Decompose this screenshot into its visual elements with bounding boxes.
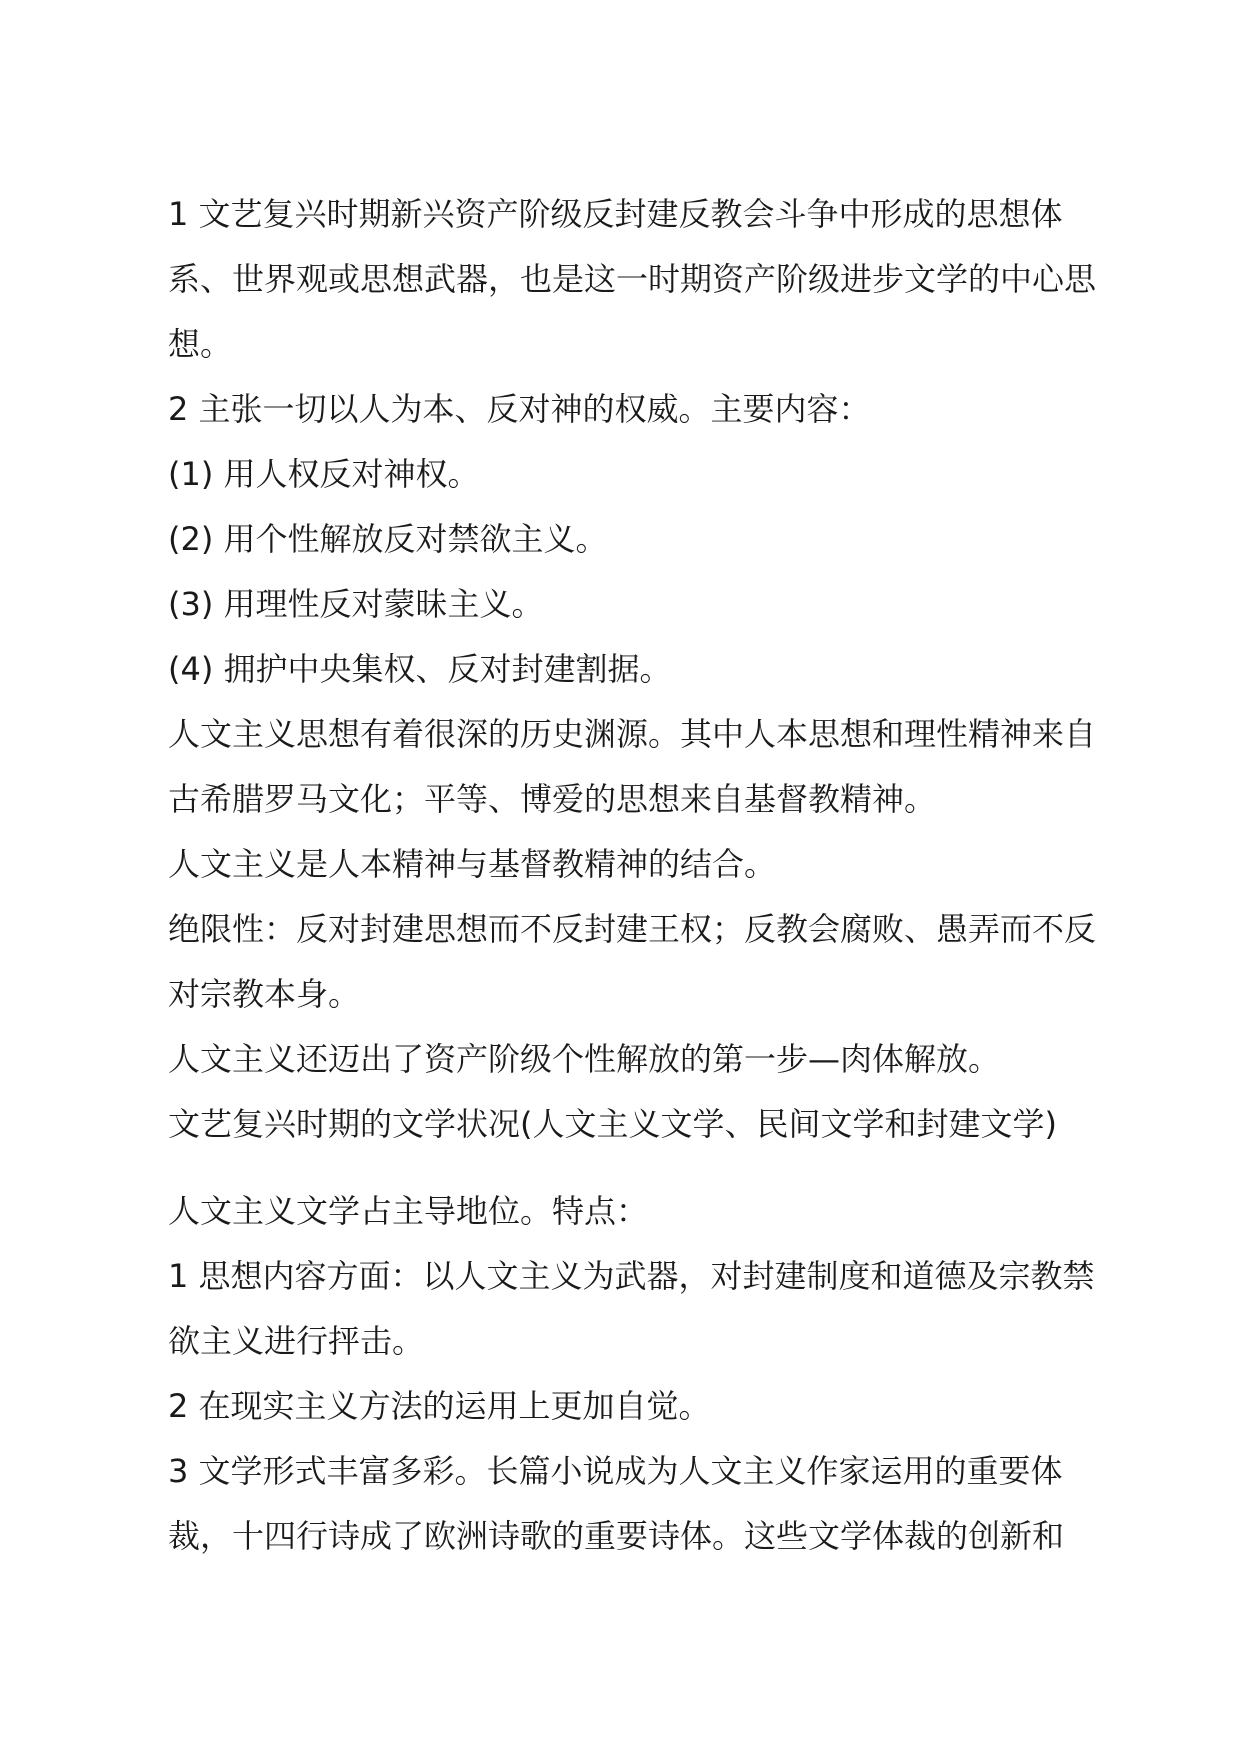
list-item-individual-liberation: (2) 用个性解放反对禁欲主义。 [168, 520, 608, 558]
paragraph-main-content: 2 主张一切以人为本、反对神的权威。主要内容： [168, 390, 871, 428]
paragraph-literature-status: 文艺复兴时期的文学状况(人文主义文学、民间文学和封建文学) [168, 1105, 1057, 1143]
paragraph-dominant-position: 人文主义文学占主导地位。特点： [168, 1192, 649, 1230]
list-item-centralization: (4) 拥护中央集权、反对封建割据。 [168, 650, 672, 688]
feature-realism: 2 在现实主义方法的运用上更加自觉。 [168, 1387, 711, 1425]
paragraph-humanism-definition: 1 文艺复兴时期新兴资产阶级反封建反教会斗争中形成的思想体系、世界观或思想武器，也是这一时期资产阶级进步文学的中心思想。 [168, 195, 1097, 363]
document-body [168, 182, 1108, 1569]
feature-ideological-content: 1 思想内容方面：以人文主义为武器，对封建制度和道德及宗教禁欲主义进行抨击。 [168, 1257, 1095, 1360]
list-item-reason: (3) 用理性反对蒙昧主义。 [168, 585, 544, 623]
paragraph-combination: 人文主义是人本精神与基督教精神的结合。 [168, 845, 777, 883]
list-item-human-rights: (1) 用人权反对神权。 [168, 455, 480, 493]
feature-literary-forms: 3 文学形式丰富多彩。长篇小说成为人文主义作家运用的重要体裁，十四行诗成了欧洲诗歌的重要诗体。这些文学体裁的创新和 [168, 1452, 1065, 1555]
paragraph-historical-origins: 人文主义思想有着很深的历史渊源。其中人本思想和理性精神来自古希腊罗马文化；平等、博爱的思想来自基督教精神。 [168, 715, 1097, 818]
paragraph-first-step: 人文主义还迈出了资产阶级个性解放的第一步—肉体解放。 [168, 1040, 1001, 1078]
paragraph-gap [168, 1157, 1108, 1179]
paragraph-limitations: 绝限性：反对封建思想而不反封建王权；反教会腐败、愚弄而不反对宗教本身。 [168, 910, 1097, 1013]
